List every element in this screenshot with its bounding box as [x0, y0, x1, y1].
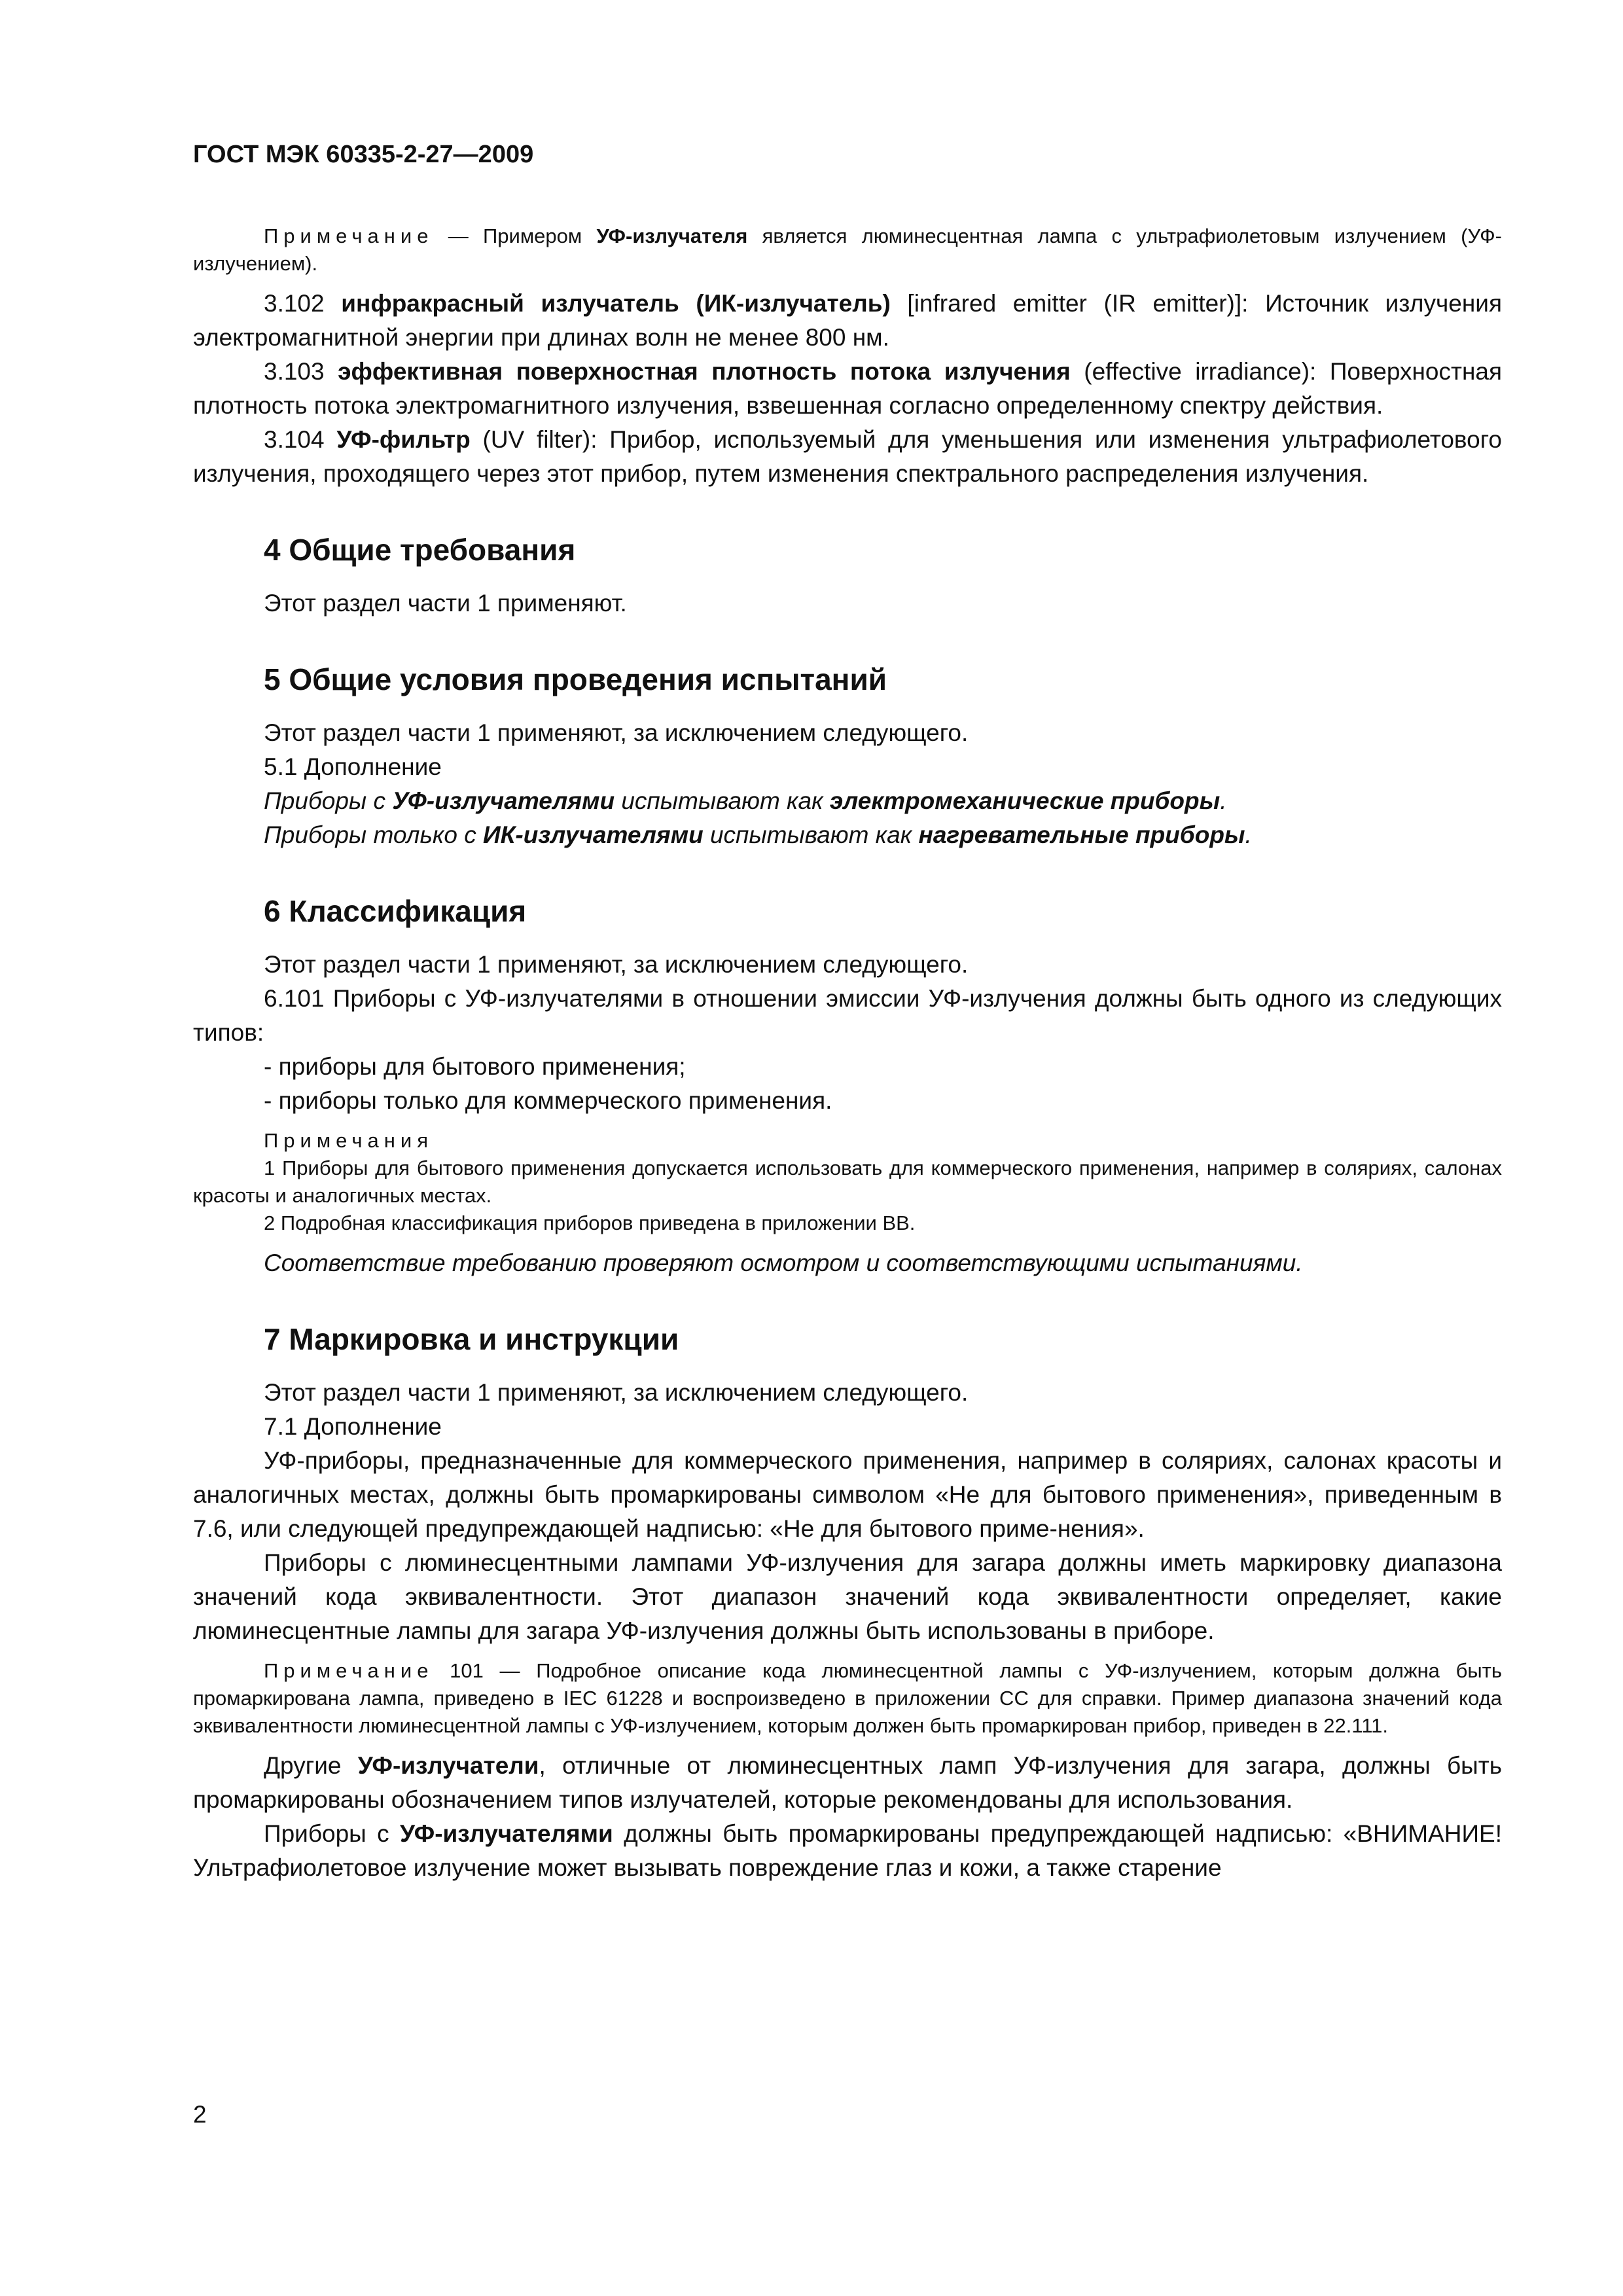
list-item: - приборы для бытового применения; [264, 1053, 686, 1080]
section-5-1-line-2: Приборы только с ИК-излучателями испытывают как нагревательные приборы. [264, 821, 1252, 848]
definition-3-102: 3.102 инфракрасный излучатель (ИК-излучатель) [infrared emitter (IR emitter)]: Источник излучения электромагнитной энергии при длинах волн не менее 800 нм. [193, 290, 1502, 351]
clause-6-101: 6.101 Приборы с УФ-излучателями в отношении эмиссии УФ-излучения должны быть одного из следующих типов: [193, 985, 1502, 1046]
notes-label: Примечания [264, 1129, 433, 1152]
note-uv-emitter: Примечание — Примером УФ-излучателя является люминесцентная лампа с ультрафиолетовым излучением (УФ-излучением). [193, 224, 1502, 275]
paragraph-uv-commercial: УФ-приборы, предназначенные для коммерческого применения, например в соляриях, салонах красоты и аналогичных местах, должны быть промаркированы символом «Не для бытового применения», приведенным в 7.6, или следующей предупреждающей надписью: «Не для бытового приме-нения». [193, 1447, 1502, 1542]
section-5-heading: 5 Общие условия проведения испытаний [264, 662, 887, 696]
definition-3-104: 3.104 УФ-фильтр (UV filter): Прибор, используемый для уменьшения или изменения ультрафиолетового излучения, проходящего через этот прибор, путем изменения спектрального распределения излучения. [193, 426, 1503, 487]
paragraph-equivalence-code: Приборы с люминесцентными лампами УФ-излучения для загара должны иметь маркировку диапазона значений кода эквивалентности. Этот диапазон значений кода эквивалентности определяет, какие люминесцентные лампы для загара УФ-излучения должны быть использованы в приборе. [193, 1549, 1502, 1644]
compliance-text: Соответствие требованию проверяют осмотром и соответствующими испытаниями. [264, 1249, 1303, 1276]
section-5-text: Этот раздел части 1 применяют, за исключением следующего. [264, 719, 969, 746]
section-5-1-heading: 5.1 Дополнение [264, 753, 442, 780]
section-7-text: Этот раздел части 1 применяют, за исключением следующего. [264, 1379, 969, 1406]
section-7-heading: 7 Маркировка и инструкции [264, 1322, 679, 1356]
note-1: 1 Приборы для бытового применения допускается использовать для коммерческого применения, например в соляриях, салонах красоты и аналогичных местах. [193, 1157, 1502, 1207]
list-item: - приборы только для коммерческого применения. [264, 1087, 832, 1114]
note-101: Примечание 101 — Подробное описание кода люминесцентной лампы с УФ-излучением, которым должна быть промаркирована лампа, приведено в IEC 61228 и воспроизведено в приложении CC для справки. Пример диапазона значений кода эквивалентности люминесцентной лампы с УФ-излучением, которым должен быть промаркирован прибор, приведен в 22.111. [193, 1659, 1502, 1737]
definition-3-103: 3.103 эффективная поверхностная плотность потока излучения (effective irradiance): Поверхностная плотность потока электромагнитного излучения, взвешенная согласно определенному спектру действия. [193, 358, 1502, 419]
paragraph-warning-marking: Приборы с УФ-излучателями должны быть промаркированы предупреждающей надписью: «ВНИМАНИЕ! Ультрафиолетовое излучение может вызывать повреждение глаз и кожи, а также старение [193, 1820, 1503, 1881]
paragraph-other-uv-emitters: Другие УФ-излучатели, отличные от люминесцентных ламп УФ-излучения для загара, должны быть промаркированы обозначением типов излучателей, которые рекомендованы для использования. [193, 1752, 1502, 1813]
section-6-heading: 6 Классификация [264, 894, 527, 928]
section-4-heading: 4 Общие требования [264, 533, 576, 567]
section-6-text: Этот раздел части 1 применяют, за исключением следующего. [264, 951, 969, 978]
section-7-1-heading: 7.1 Дополнение [264, 1413, 442, 1440]
note-2: 2 Подробная классификация приборов приведена в приложении ВВ. [264, 1211, 916, 1234]
section-5-1-line-1: Приборы с УФ-излучателями испытывают как электромеханические приборы. [264, 787, 1227, 814]
section-4-text: Этот раздел части 1 применяют. [264, 590, 627, 617]
note-label: Примечание [264, 224, 434, 247]
document-page [193, 141, 1502, 1885]
page-number: 2 [193, 2101, 207, 2128]
document-header: ГОСТ МЭК 60335-2-27—2009 [193, 141, 534, 168]
